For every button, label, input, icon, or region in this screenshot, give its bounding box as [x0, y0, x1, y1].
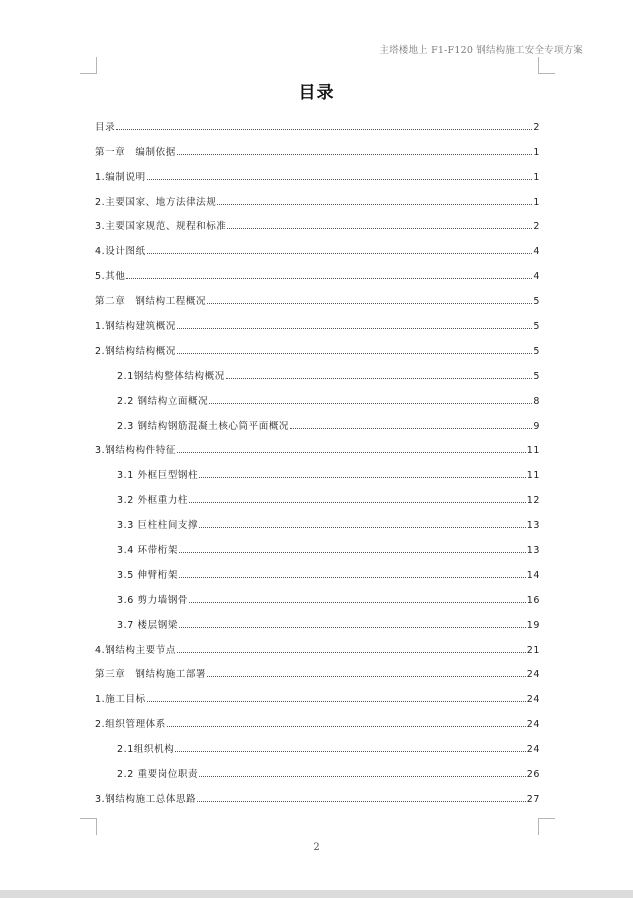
- toc-entry-page-number: 2: [533, 221, 540, 233]
- toc-entry[interactable]: [95, 730, 540, 755]
- toc-entry[interactable]: [95, 332, 540, 357]
- toc-entry-label: 3.钢结构构件特征: [95, 445, 176, 457]
- toc-entry-page-number: 5: [533, 370, 540, 382]
- toc-entry[interactable]: [95, 780, 540, 805]
- toc-dot-leader: [147, 253, 533, 254]
- toc-entry-page-number: 8: [533, 395, 540, 407]
- toc-entry-label: 4.设计图纸: [95, 246, 146, 258]
- toc-dot-leader: [209, 403, 532, 404]
- toc-entry-label: 3.主要国家规范、规程和标准: [95, 221, 227, 233]
- table-of-contents: [95, 108, 540, 805]
- toc-dot-leader: [177, 353, 532, 354]
- toc-entry[interactable]: [95, 108, 540, 133]
- toc-entry-label: 1.施工目标: [95, 694, 146, 706]
- toc-dot-leader: [177, 452, 526, 453]
- toc-dot-leader: [189, 602, 526, 603]
- toc-entry-page-number: 11: [526, 445, 540, 457]
- toc-entry[interactable]: [95, 606, 540, 631]
- toc-entry-label: 2.1钢结构整体结构概况: [117, 370, 225, 382]
- toc-dot-leader: [177, 652, 526, 653]
- crop-mark-top-right: [538, 57, 555, 74]
- toc-entry[interactable]: [95, 656, 540, 681]
- toc-entry-label: 2.2 钢结构立面概况: [117, 395, 209, 407]
- toc-entry-page-number: 4: [533, 271, 540, 283]
- toc-entry-page-number: 26: [526, 769, 540, 781]
- toc-entry[interactable]: [95, 680, 540, 705]
- toc-dot-leader: [179, 627, 526, 628]
- crop-mark-bottom-right: [538, 818, 555, 835]
- toc-entry-page-number: 24: [526, 669, 540, 681]
- toc-entry-page-number: 24: [526, 719, 540, 731]
- toc-dot-leader: [179, 552, 526, 553]
- toc-dot-leader: [227, 228, 532, 229]
- toc-entry-label: 1.编制说明: [95, 171, 146, 183]
- toc-entry-label: 3.3 巨柱柱间支撑: [117, 520, 199, 532]
- toc-entry-page-number: 9: [533, 420, 540, 432]
- toc-entry-page-number: 13: [526, 520, 540, 532]
- toc-entry-label: 第二章 钢结构工程概况: [95, 296, 207, 308]
- toc-dot-leader: [207, 303, 532, 304]
- toc-dot-leader: [199, 477, 526, 478]
- toc-dot-leader: [179, 577, 526, 578]
- toc-entry-page-number: 5: [533, 345, 540, 357]
- toc-entry-label: 第三章 钢结构施工部署: [95, 669, 207, 681]
- toc-entry-label: 4.钢结构主要节点: [95, 644, 176, 656]
- toc-entry-label: 3.1 外框巨型钢柱: [117, 470, 199, 482]
- toc-dot-leader: [189, 502, 526, 503]
- toc-entry-label: 2.钢结构结构概况: [95, 345, 176, 357]
- toc-entry-page-number: 1: [533, 171, 540, 183]
- toc-entry-page-number: 14: [526, 569, 540, 581]
- toc-entry-label: 2.3 钢结构钢筋混凝土核心筒平面概况: [117, 420, 290, 432]
- toc-entry[interactable]: [95, 456, 540, 481]
- toc-entry-page-number: 4: [533, 246, 540, 258]
- toc-entry-label: 2.2 重要岗位职责: [117, 769, 199, 781]
- toc-entry-page-number: 27: [526, 793, 540, 805]
- toc-entry[interactable]: [95, 158, 540, 183]
- toc-dot-leader: [116, 129, 532, 130]
- toc-entry[interactable]: [95, 755, 540, 780]
- toc-entry-page-number: 13: [526, 545, 540, 557]
- toc-dot-leader: [199, 776, 526, 777]
- toc-entry-page-number: 11: [526, 470, 540, 482]
- toc-entry-page-number: 1: [533, 196, 540, 208]
- toc-title: 目录: [298, 83, 335, 103]
- toc-entry[interactable]: [95, 257, 540, 282]
- crop-mark-bottom-left: [80, 818, 97, 835]
- page-number: 2: [313, 842, 320, 853]
- toc-entry-page-number: 5: [533, 296, 540, 308]
- toc-entry-page-number: 21: [526, 644, 540, 656]
- toc-entry[interactable]: [95, 232, 540, 257]
- toc-entry[interactable]: [95, 407, 540, 432]
- toc-entry[interactable]: [95, 208, 540, 233]
- toc-entry[interactable]: [95, 531, 540, 556]
- toc-dot-leader: [167, 726, 526, 727]
- toc-dot-leader: [177, 154, 533, 155]
- toc-entry-page-number: 12: [526, 495, 540, 507]
- toc-entry-label: 1.钢结构建筑概况: [95, 321, 176, 333]
- toc-dot-leader: [290, 428, 532, 429]
- toc-entry[interactable]: [95, 556, 540, 581]
- toc-dot-leader: [177, 328, 532, 329]
- toc-entry[interactable]: [95, 506, 540, 531]
- page-header: 主塔楼地上 F1-F120 钢结构施工安全专项方案: [379, 45, 583, 56]
- toc-entry[interactable]: [95, 432, 540, 457]
- toc-entry-page-number: 24: [526, 694, 540, 706]
- toc-entry-label: 2.组织管理体系: [95, 719, 166, 731]
- toc-entry[interactable]: [95, 481, 540, 506]
- toc-entry-page-number: 16: [526, 594, 540, 606]
- toc-entry-label: 3.2 外框重力柱: [117, 495, 189, 507]
- toc-dot-leader: [199, 527, 526, 528]
- toc-entry-page-number: 24: [526, 744, 540, 756]
- toc-entry-label: 5.其他: [95, 271, 126, 283]
- toc-entry[interactable]: [95, 705, 540, 730]
- crop-mark-top-left: [80, 57, 97, 74]
- toc-dot-leader: [217, 204, 532, 205]
- toc-entry-page-number: 5: [533, 321, 540, 333]
- toc-dot-leader: [147, 179, 533, 180]
- toc-entry-label: 第一章 编制依据: [95, 146, 176, 158]
- toc-entry-label: 目录: [95, 121, 116, 133]
- toc-dot-leader: [197, 801, 526, 802]
- toc-entry-label: 3.6 剪力墙钢骨: [117, 594, 189, 606]
- toc-entry[interactable]: [95, 382, 540, 407]
- toc-entry-label: 2.主要国家、地方法律法规: [95, 196, 217, 208]
- toc-dot-leader: [126, 278, 532, 279]
- toc-entry-label: 3.4 环带桁架: [117, 545, 178, 557]
- toc-entry[interactable]: [95, 581, 540, 606]
- toc-entry[interactable]: [95, 631, 540, 656]
- toc-entry-page-number: 19: [526, 619, 540, 631]
- toc-entry-label: 3.7 楼层钢梁: [117, 619, 178, 631]
- toc-entry-page-number: 1: [533, 146, 540, 158]
- toc-dot-leader: [147, 701, 526, 702]
- toc-dot-leader: [207, 676, 526, 677]
- toc-entry-label: 3.钢结构施工总体思路: [95, 793, 197, 805]
- viewer-bottom-bar: [0, 890, 633, 898]
- toc-entry[interactable]: [95, 307, 540, 332]
- toc-entry[interactable]: [95, 357, 540, 382]
- toc-entry[interactable]: [95, 133, 540, 158]
- toc-entry[interactable]: [95, 183, 540, 208]
- toc-dot-leader: [175, 751, 525, 752]
- toc-entry-page-number: 2: [533, 121, 540, 133]
- toc-entry-label: 3.5 伸臂桁架: [117, 569, 178, 581]
- toc-entry[interactable]: [95, 282, 540, 307]
- toc-dot-leader: [226, 378, 533, 379]
- toc-entry-label: 2.1组织机构: [117, 744, 175, 756]
